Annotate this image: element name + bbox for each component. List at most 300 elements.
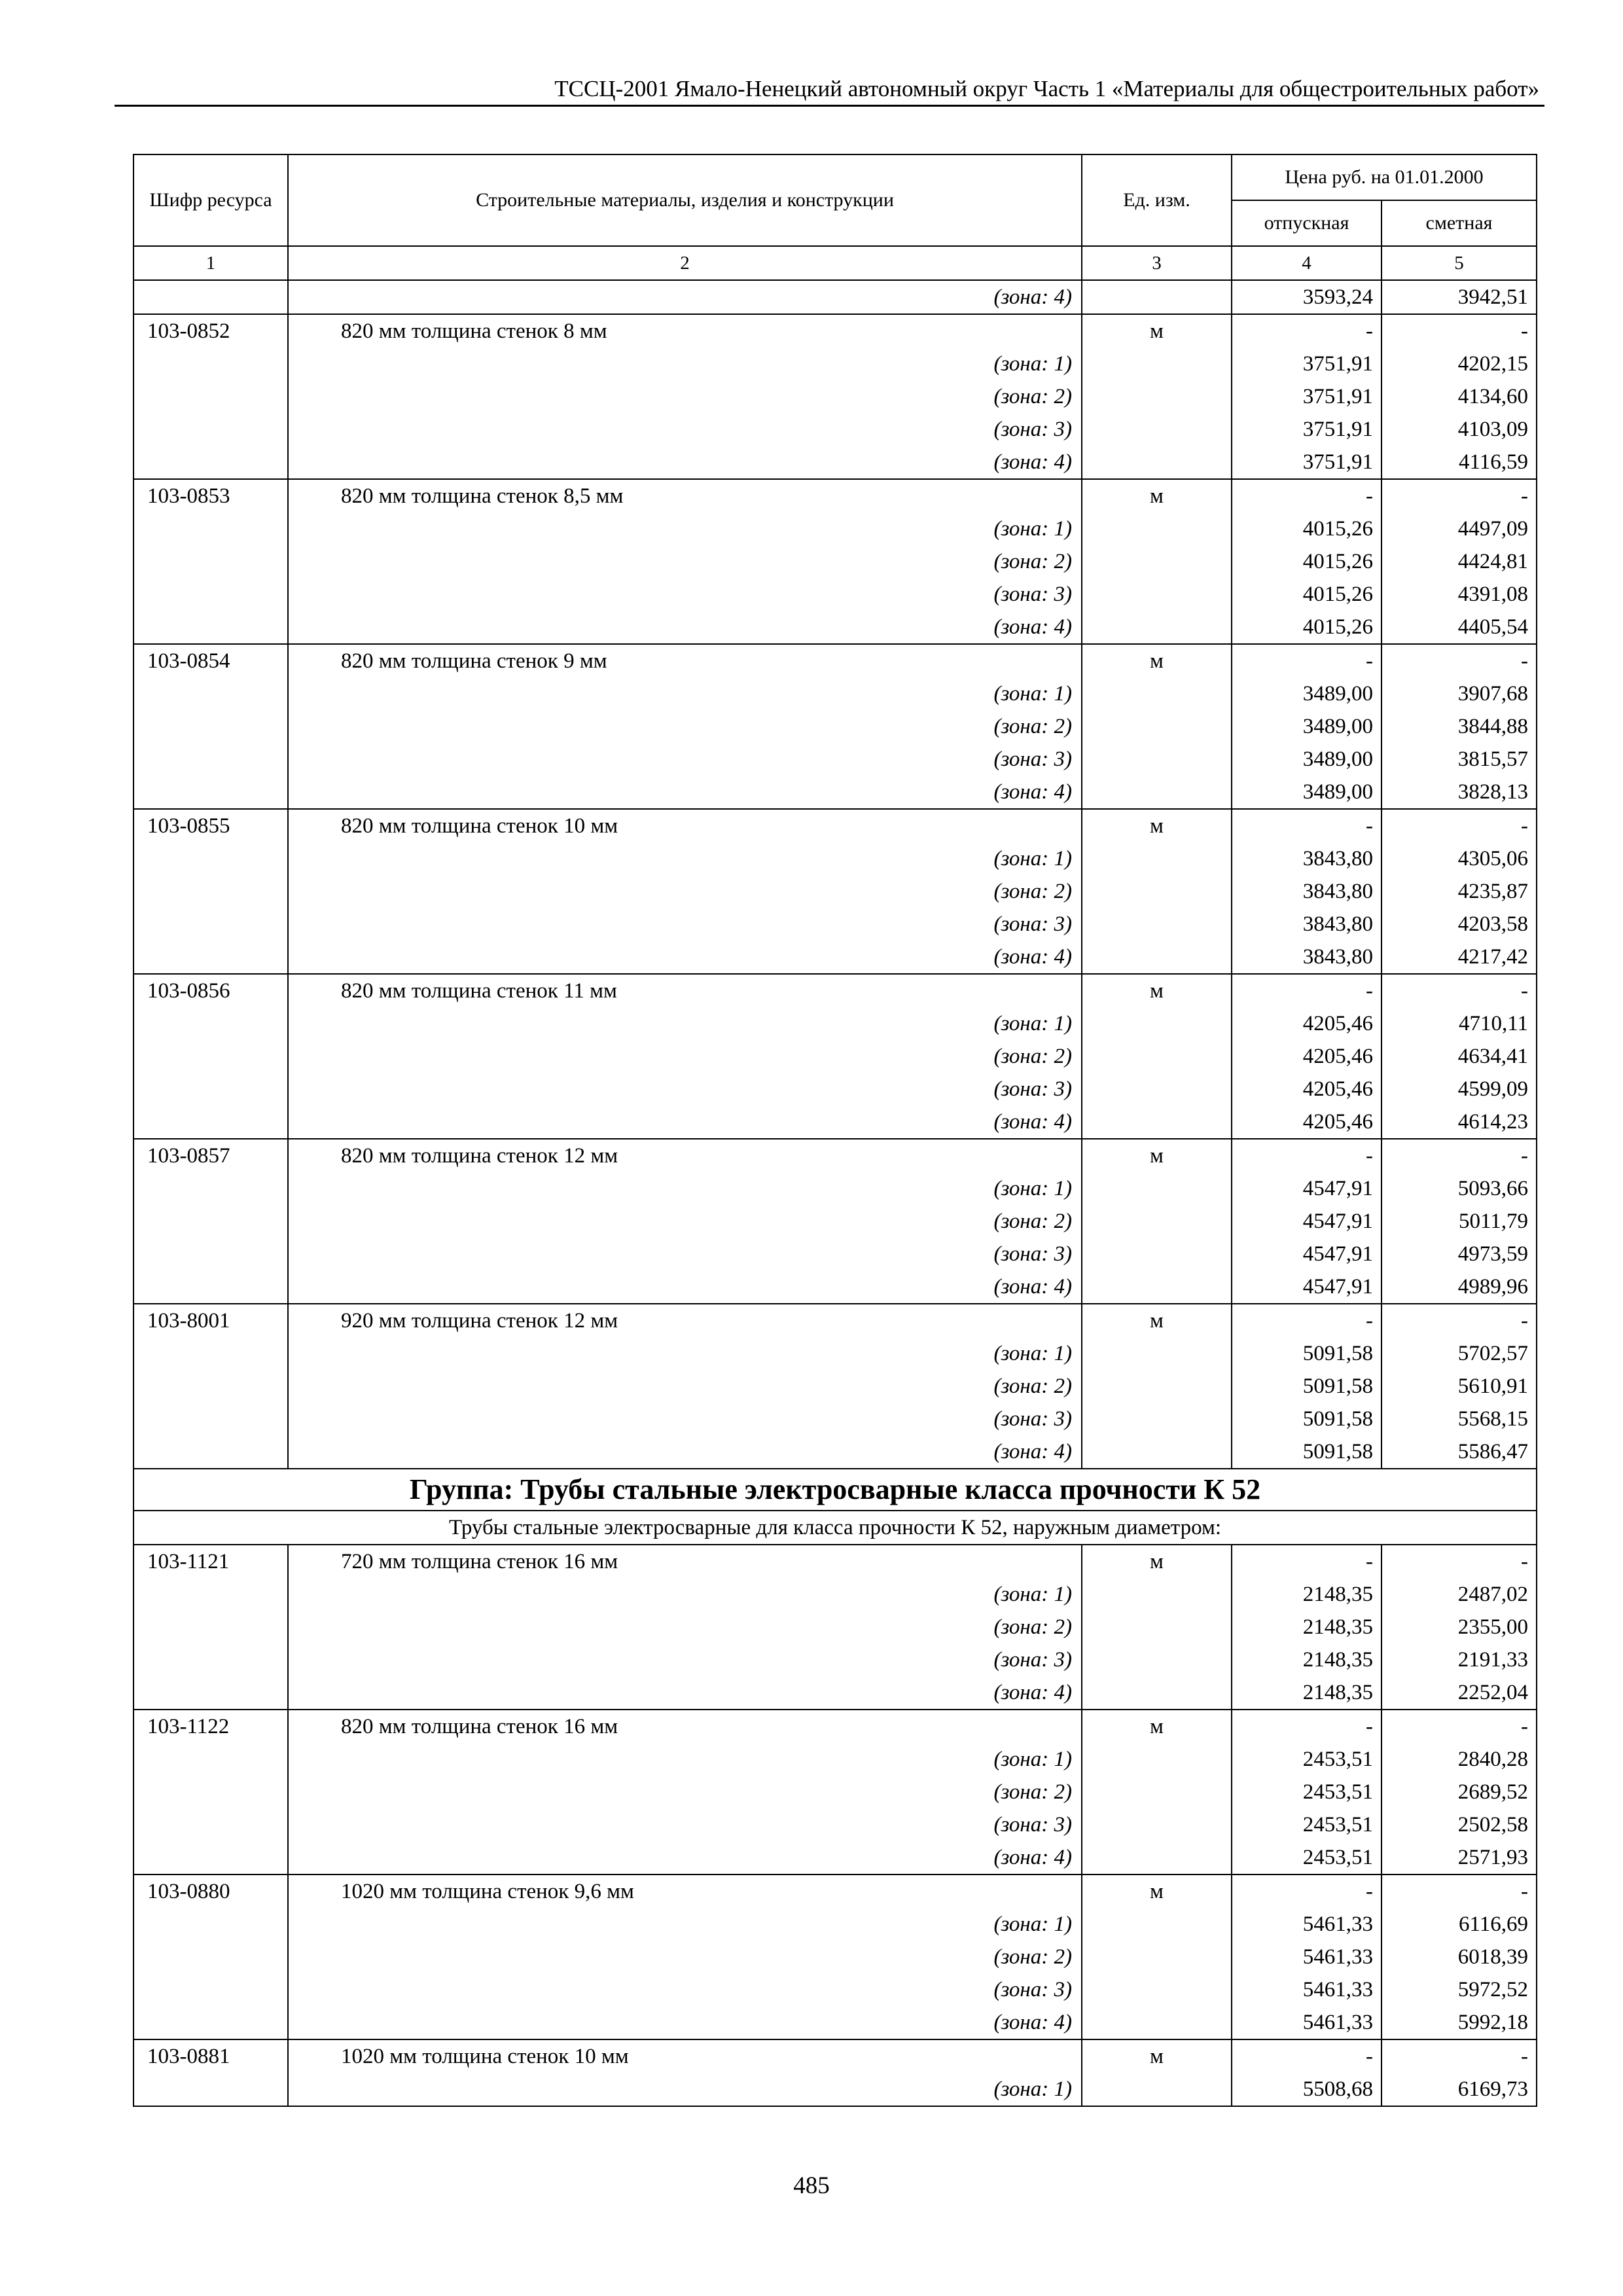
estimate-price: 4989,96 (1382, 1270, 1537, 1304)
release-price: 3489,00 (1232, 743, 1382, 776)
material-name: 820 мм толщина стенок 16 мм (288, 1710, 1082, 1743)
estimate-price: 2502,58 (1382, 1808, 1537, 1841)
release-price: 4205,46 (1232, 1073, 1382, 1105)
unit-cell (1082, 743, 1232, 776)
release-price: 3593,24 (1232, 280, 1382, 314)
table-row (134, 941, 1537, 974)
zone-label: (зона: 2) (288, 710, 1082, 743)
estimate-price: 4305,06 (1382, 842, 1537, 875)
estimate-price: 3815,57 (1382, 743, 1537, 776)
estimate-price: 2689,52 (1382, 1776, 1537, 1808)
table-row (134, 809, 1537, 842)
table-row (134, 842, 1537, 875)
estimate-price: 4614,23 (1382, 1105, 1537, 1139)
zone-label: (зона: 4) (288, 1435, 1082, 1469)
release-price: 3751,91 (1232, 446, 1382, 479)
page-number: 485 (793, 2172, 830, 2199)
zone-label: (зона: 1) (288, 1172, 1082, 1205)
unit-cell (1082, 842, 1232, 875)
table-row (134, 1743, 1537, 1776)
table-row (134, 2039, 1537, 2073)
resource-code (134, 1040, 288, 1073)
resource-code (134, 380, 288, 413)
table-row (134, 1611, 1537, 1643)
unit-cell: м (1082, 809, 1232, 842)
release-price: 3489,00 (1232, 677, 1382, 710)
unit-cell: м (1082, 314, 1232, 348)
release-price: - (1232, 479, 1382, 512)
estimate-price: 4599,09 (1382, 1073, 1537, 1105)
material-name: 820 мм толщина стенок 8 мм (288, 314, 1082, 348)
estimate-price: - (1382, 2039, 1537, 2073)
resource-code (134, 1941, 288, 1973)
unit-cell (1082, 348, 1232, 380)
release-price: 5461,33 (1232, 1973, 1382, 2006)
zone-label: (зона: 1) (288, 1743, 1082, 1776)
resource-code (134, 1270, 288, 1304)
resource-code: 103-1121 (134, 1545, 288, 1578)
estimate-price: 2571,93 (1382, 1841, 1537, 1874)
release-price: 4015,26 (1232, 611, 1382, 644)
release-price: 4205,46 (1232, 1040, 1382, 1073)
resource-code (134, 1776, 288, 1808)
resource-code (134, 280, 288, 314)
resource-code (134, 413, 288, 446)
estimate-price: - (1382, 479, 1537, 512)
release-price: - (1232, 1874, 1382, 1908)
release-price: 4015,26 (1232, 512, 1382, 545)
table-row (134, 611, 1537, 644)
resource-code (134, 677, 288, 710)
resource-code (134, 1578, 288, 1611)
release-price: 3751,91 (1232, 348, 1382, 380)
estimate-price: - (1382, 1710, 1537, 1743)
column-number-row (134, 246, 1537, 280)
unit-cell (1082, 380, 1232, 413)
zone-label: (зона: 1) (288, 1337, 1082, 1370)
unit-cell (1082, 1743, 1232, 1776)
resource-code: 103-0853 (134, 479, 288, 512)
resource-code (134, 1337, 288, 1370)
zone-label: (зона: 2) (288, 1205, 1082, 1238)
estimate-price: 2191,33 (1382, 1643, 1537, 1676)
table-row (134, 1105, 1537, 1139)
group-heading: Группа: Трубы стальные электросварные класса прочности К 52 (134, 1469, 1537, 1511)
table-row (134, 1776, 1537, 1808)
material-name: 820 мм толщина стенок 11 мм (288, 974, 1082, 1007)
zone-label: (зона: 4) (288, 446, 1082, 479)
estimate-price: 6169,73 (1382, 2073, 1537, 2106)
estimate-price: 4710,11 (1382, 1007, 1537, 1040)
estimate-price: 4134,60 (1382, 380, 1537, 413)
resource-code (134, 2006, 288, 2039)
unit-cell (1082, 1611, 1232, 1643)
unit-cell: м (1082, 974, 1232, 1007)
estimate-price: 4424,81 (1382, 545, 1537, 578)
resource-code (134, 512, 288, 545)
column-number: 1 (134, 246, 288, 280)
unit-cell (1082, 413, 1232, 446)
column-number: 3 (1082, 246, 1232, 280)
table-row (134, 710, 1537, 743)
unit-cell (1082, 710, 1232, 743)
table-row (134, 1435, 1537, 1469)
zone-label: (зона: 4) (288, 776, 1082, 809)
unit-cell (1082, 1676, 1232, 1710)
table-row (134, 1205, 1537, 1238)
unit-cell (1082, 280, 1232, 314)
table-row (134, 1304, 1537, 1337)
subgroup-heading-row (134, 1511, 1537, 1545)
release-price: 5508,68 (1232, 2073, 1382, 2106)
header-estimate-price: сметная (1382, 200, 1537, 246)
zone-label: (зона: 2) (288, 1040, 1082, 1073)
unit-cell (1082, 545, 1232, 578)
resource-code: 103-0855 (134, 809, 288, 842)
release-price: - (1232, 2039, 1382, 2073)
header-release-price: отпускная (1232, 200, 1382, 246)
estimate-price: - (1382, 1139, 1537, 1172)
release-price: 4015,26 (1232, 578, 1382, 611)
table-row (134, 974, 1537, 1007)
release-price: 4205,46 (1232, 1007, 1382, 1040)
resource-code (134, 1643, 288, 1676)
unit-cell (1082, 1643, 1232, 1676)
estimate-price: 5610,91 (1382, 1370, 1537, 1403)
table-row (134, 2073, 1537, 2106)
estimate-price: 2487,02 (1382, 1578, 1537, 1611)
unit-cell (1082, 776, 1232, 809)
release-price: 2453,51 (1232, 1808, 1382, 1841)
table-body (134, 280, 1537, 2106)
column-number: 5 (1382, 246, 1537, 280)
estimate-price: 3844,88 (1382, 710, 1537, 743)
estimate-price: 5972,52 (1382, 1973, 1537, 2006)
table-row (134, 1545, 1537, 1578)
material-name: 820 мм толщина стенок 12 мм (288, 1139, 1082, 1172)
release-price: 2453,51 (1232, 1841, 1382, 1874)
material-name: 820 мм толщина стенок 8,5 мм (288, 479, 1082, 512)
zone-label: (зона: 1) (288, 677, 1082, 710)
table-row (134, 1139, 1537, 1172)
zone-label: (зона: 4) (288, 1270, 1082, 1304)
zone-label: (зона: 3) (288, 1073, 1082, 1105)
estimate-price: 5702,57 (1382, 1337, 1537, 1370)
estimate-price: 5568,15 (1382, 1403, 1537, 1435)
unit-cell (1082, 677, 1232, 710)
table-row (134, 1874, 1537, 1908)
resource-code (134, 1808, 288, 1841)
resource-code: 103-0881 (134, 2039, 288, 2073)
unit-cell (1082, 941, 1232, 974)
column-number: 2 (288, 246, 1082, 280)
table-row (134, 1578, 1537, 1611)
zone-label: (зона: 4) (288, 1105, 1082, 1139)
subgroup-heading: Трубы стальные электросварные для класса прочности К 52, наружным диаметром: (134, 1511, 1537, 1545)
zone-label: (зона: 4) (288, 941, 1082, 974)
resource-code (134, 1611, 288, 1643)
table-row (134, 1710, 1537, 1743)
table-row (134, 1238, 1537, 1270)
unit-cell: м (1082, 1139, 1232, 1172)
unit-cell (1082, 2073, 1232, 2106)
resource-code (134, 1205, 288, 1238)
resource-code (134, 1370, 288, 1403)
release-price: 4205,46 (1232, 1105, 1382, 1139)
estimate-price: 3942,51 (1382, 280, 1537, 314)
table-row (134, 908, 1537, 941)
estimate-price: 5093,66 (1382, 1172, 1537, 1205)
unit-cell (1082, 1403, 1232, 1435)
unit-cell (1082, 446, 1232, 479)
unit-cell (1082, 1370, 1232, 1403)
table-row (134, 512, 1537, 545)
price-table (133, 154, 1537, 2107)
zone-label: (зона: 2) (288, 1611, 1082, 1643)
unit-cell: м (1082, 1304, 1232, 1337)
table-row (134, 677, 1537, 710)
material-name: 1020 мм толщина стенок 9,6 мм (288, 1874, 1082, 1908)
header-price-group: Цена руб. на 01.01.2000 (1232, 154, 1537, 200)
column-number: 4 (1232, 246, 1382, 280)
release-price: 4547,91 (1232, 1238, 1382, 1270)
table-row (134, 1973, 1537, 2006)
estimate-price: - (1382, 1304, 1537, 1337)
zone-label: (зона: 2) (288, 1941, 1082, 1973)
resource-code (134, 1403, 288, 1435)
table-row (134, 1908, 1537, 1941)
estimate-price: 4202,15 (1382, 348, 1537, 380)
release-price: 3489,00 (1232, 710, 1382, 743)
release-price: - (1232, 974, 1382, 1007)
resource-code (134, 1172, 288, 1205)
material-name: 920 мм толщина стенок 12 мм (288, 1304, 1082, 1337)
zone-label: (зона: 1) (288, 348, 1082, 380)
table-row (134, 1941, 1537, 1973)
release-price: 5461,33 (1232, 1908, 1382, 1941)
estimate-price: - (1382, 1545, 1537, 1578)
resource-code (134, 776, 288, 809)
unit-cell (1082, 1337, 1232, 1370)
table-row (134, 743, 1537, 776)
release-price: 4547,91 (1232, 1172, 1382, 1205)
release-price: 3489,00 (1232, 776, 1382, 809)
resource-code (134, 941, 288, 974)
release-price: 2148,35 (1232, 1676, 1382, 1710)
table-row (134, 314, 1537, 348)
zone-label: (зона: 3) (288, 1238, 1082, 1270)
table-row (134, 1073, 1537, 1105)
table-row (134, 1337, 1537, 1370)
zone-label: (зона: 1) (288, 1578, 1082, 1611)
zone-label: (зона: 1) (288, 1908, 1082, 1941)
zone-label: (зона: 3) (288, 1643, 1082, 1676)
zone-label: (зона: 3) (288, 1808, 1082, 1841)
table-row (134, 479, 1537, 512)
release-price: 5091,58 (1232, 1435, 1382, 1469)
unit-cell (1082, 1776, 1232, 1808)
table-row (134, 380, 1537, 413)
unit-cell: м (1082, 644, 1232, 677)
table-row (134, 1841, 1537, 1874)
group-heading-row (134, 1469, 1537, 1511)
resource-code (134, 908, 288, 941)
resource-code: 103-0880 (134, 1874, 288, 1908)
table-row (134, 1676, 1537, 1710)
zone-label: (зона: 4) (288, 1676, 1082, 1710)
unit-cell (1082, 1270, 1232, 1304)
release-price: 4547,91 (1232, 1270, 1382, 1304)
release-price: 4547,91 (1232, 1205, 1382, 1238)
release-price: - (1232, 1139, 1382, 1172)
resource-code (134, 1973, 288, 2006)
estimate-price: - (1382, 644, 1537, 677)
unit-cell (1082, 2006, 1232, 2039)
table-row (134, 875, 1537, 908)
header-name: Строительные материалы, изделия и конструкции (288, 154, 1082, 246)
zone-label: (зона: 3) (288, 743, 1082, 776)
estimate-price: 4235,87 (1382, 875, 1537, 908)
unit-cell (1082, 1073, 1232, 1105)
unit-cell: м (1082, 2039, 1232, 2073)
zone-label: (зона: 3) (288, 1403, 1082, 1435)
release-price: 5461,33 (1232, 1941, 1382, 1973)
release-price: 4015,26 (1232, 545, 1382, 578)
release-price: 3843,80 (1232, 842, 1382, 875)
resource-code (134, 446, 288, 479)
unit-cell (1082, 1578, 1232, 1611)
release-price: 5091,58 (1232, 1337, 1382, 1370)
zone-label: (зона: 4) (288, 280, 1082, 314)
resource-code (134, 1908, 288, 1941)
resource-code (134, 1435, 288, 1469)
release-price: 3751,91 (1232, 380, 1382, 413)
release-price: - (1232, 644, 1382, 677)
zone-label: (зона: 1) (288, 1007, 1082, 1040)
estimate-price: 5586,47 (1382, 1435, 1537, 1469)
estimate-price: - (1382, 809, 1537, 842)
zone-label: (зона: 3) (288, 908, 1082, 941)
header-code: Шифр ресурса (134, 154, 288, 246)
zone-label: (зона: 3) (288, 413, 1082, 446)
release-price: 5461,33 (1232, 2006, 1382, 2039)
zone-label: (зона: 1) (288, 842, 1082, 875)
table-row (134, 1270, 1537, 1304)
release-price: - (1232, 1304, 1382, 1337)
unit-cell (1082, 578, 1232, 611)
unit-cell (1082, 908, 1232, 941)
estimate-price: 4405,54 (1382, 611, 1537, 644)
table-row (134, 578, 1537, 611)
release-price: 2148,35 (1232, 1578, 1382, 1611)
estimate-price: 2252,04 (1382, 1676, 1537, 1710)
estimate-price: 2355,00 (1382, 1611, 1537, 1643)
release-price: 3843,80 (1232, 908, 1382, 941)
release-price: 2453,51 (1232, 1776, 1382, 1808)
material-name: 820 мм толщина стенок 9 мм (288, 644, 1082, 677)
estimate-price: 4391,08 (1382, 578, 1537, 611)
estimate-price: 6018,39 (1382, 1941, 1537, 1973)
resource-code (134, 348, 288, 380)
unit-cell (1082, 1040, 1232, 1073)
zone-label: (зона: 2) (288, 1776, 1082, 1808)
estimate-price: 5992,18 (1382, 2006, 1537, 2039)
resource-code: 103-0856 (134, 974, 288, 1007)
resource-code: 103-8001 (134, 1304, 288, 1337)
resource-code: 103-1122 (134, 1710, 288, 1743)
resource-code: 103-0857 (134, 1139, 288, 1172)
zone-label: (зона: 1) (288, 512, 1082, 545)
zone-label: (зона: 2) (288, 380, 1082, 413)
table-row (134, 776, 1537, 809)
estimate-price: 4103,09 (1382, 413, 1537, 446)
zone-label: (зона: 4) (288, 2006, 1082, 2039)
release-price: 2148,35 (1232, 1643, 1382, 1676)
unit-cell (1082, 611, 1232, 644)
estimate-price: 6116,69 (1382, 1908, 1537, 1941)
resource-code (134, 611, 288, 644)
resource-code (134, 1105, 288, 1139)
release-price: 2453,51 (1232, 1743, 1382, 1776)
table-row (134, 1172, 1537, 1205)
release-price: 3751,91 (1232, 413, 1382, 446)
resource-code (134, 2073, 288, 2106)
unit-cell (1082, 1908, 1232, 1941)
unit-cell: м (1082, 1710, 1232, 1743)
estimate-price: 4116,59 (1382, 446, 1537, 479)
unit-cell (1082, 512, 1232, 545)
unit-cell: м (1082, 1545, 1232, 1578)
table-row (134, 280, 1537, 314)
header-unit: Ед. изм. (1082, 154, 1232, 246)
zone-label: (зона: 2) (288, 875, 1082, 908)
unit-cell (1082, 1205, 1232, 1238)
resource-code (134, 710, 288, 743)
table-row (134, 1370, 1537, 1403)
resource-code (134, 1007, 288, 1040)
resource-code (134, 1073, 288, 1105)
release-price: 2148,35 (1232, 1611, 1382, 1643)
resource-code (134, 842, 288, 875)
table-row (134, 413, 1537, 446)
unit-cell (1082, 1841, 1232, 1874)
zone-label: (зона: 3) (288, 578, 1082, 611)
unit-cell (1082, 1105, 1232, 1139)
unit-cell: м (1082, 479, 1232, 512)
resource-code: 103-0854 (134, 644, 288, 677)
table-row (134, 446, 1537, 479)
unit-cell (1082, 1007, 1232, 1040)
resource-code (134, 1676, 288, 1710)
release-price: 5091,58 (1232, 1403, 1382, 1435)
estimate-price: 4973,59 (1382, 1238, 1537, 1270)
table-row (134, 1403, 1537, 1435)
release-price: 3843,80 (1232, 941, 1382, 974)
estimate-price: 3907,68 (1382, 677, 1537, 710)
resource-code (134, 743, 288, 776)
estimate-price: 2840,28 (1382, 1743, 1537, 1776)
release-price: 3843,80 (1232, 875, 1382, 908)
resource-code (134, 1238, 288, 1270)
table-row (134, 1643, 1537, 1676)
estimate-price: 5011,79 (1382, 1205, 1537, 1238)
estimate-price: - (1382, 1874, 1537, 1908)
estimate-price: 4217,42 (1382, 941, 1537, 974)
estimate-price: 4497,09 (1382, 512, 1537, 545)
material-name: 1020 мм толщина стенок 10 мм (288, 2039, 1082, 2073)
unit-cell: м (1082, 1874, 1232, 1908)
zone-label: (зона: 3) (288, 1973, 1082, 2006)
